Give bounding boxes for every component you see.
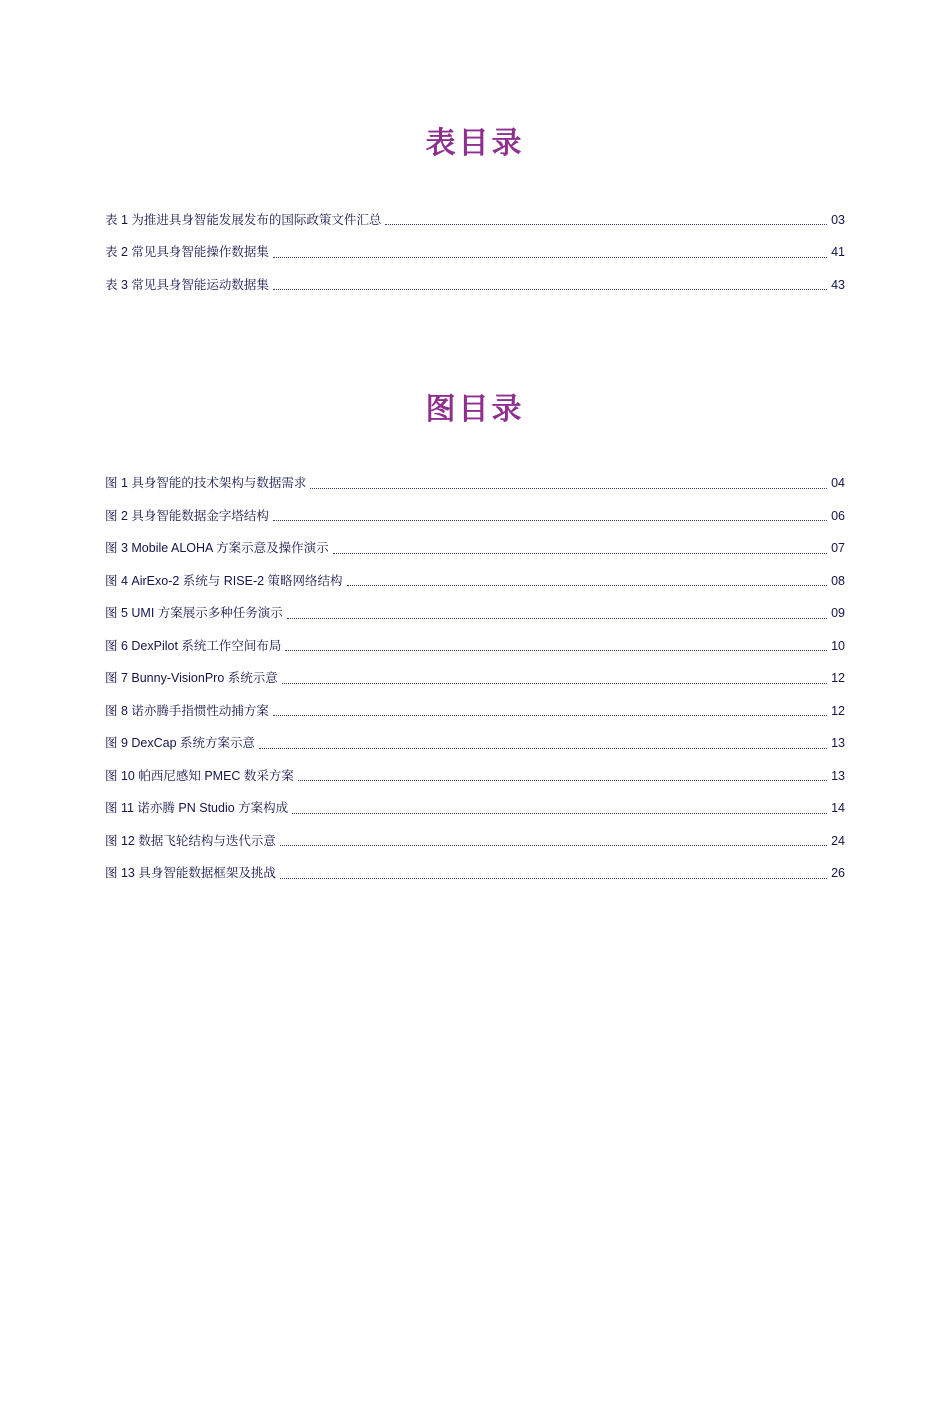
toc-leader-dots bbox=[287, 618, 827, 619]
toc-entry-page: 12 bbox=[831, 703, 845, 718]
toc-entry-page: 12 bbox=[831, 671, 845, 685]
list-item[interactable] bbox=[105, 500, 845, 533]
toc-leader-dots bbox=[273, 520, 827, 521]
toc-entry-page: 43 bbox=[831, 277, 845, 292]
figures-toc-list bbox=[105, 468, 845, 891]
toc-entry-label: 图 5 UMI 方案展示多种任务演示 bbox=[105, 606, 283, 620]
toc-leader-dots bbox=[282, 683, 827, 684]
document-page bbox=[0, 118, 950, 1408]
list-item[interactable] bbox=[105, 237, 845, 270]
list-item[interactable] bbox=[105, 598, 845, 631]
toc-entry-page: 13 bbox=[831, 736, 845, 750]
toc-entry-label: 表 1 为推进具身智能发展发布的国际政策文件汇总 bbox=[105, 212, 382, 227]
toc-entry-page: 26 bbox=[831, 866, 845, 880]
toc-entry-label: 图 1 具身智能的技术架构与数据需求 bbox=[105, 476, 307, 490]
toc-entry-label: 图 4 AirExo-2 系统与 RISE-2 策略网络结构 bbox=[105, 573, 343, 588]
toc-leader-dots bbox=[273, 257, 827, 258]
toc-leader-dots bbox=[347, 585, 828, 586]
toc-entry-page: 07 bbox=[831, 541, 845, 555]
list-item[interactable] bbox=[105, 760, 845, 793]
list-item[interactable] bbox=[105, 663, 845, 696]
toc-entry-label: 图 7 Bunny-VisionPro 系统示意 bbox=[105, 671, 278, 685]
list-item[interactable] bbox=[105, 468, 845, 501]
toc-leader-dots bbox=[273, 715, 827, 716]
toc-leader-dots bbox=[273, 289, 827, 290]
toc-leader-dots bbox=[292, 813, 827, 814]
toc-entry-page: 09 bbox=[831, 606, 845, 620]
tables-section-title: 表目录 bbox=[425, 127, 525, 160]
list-item[interactable] bbox=[105, 533, 845, 566]
toc-leader-dots bbox=[285, 650, 827, 651]
toc-entry-page: 06 bbox=[831, 508, 845, 523]
toc-entry-page: 08 bbox=[831, 573, 845, 588]
toc-leader-dots bbox=[280, 878, 827, 879]
tables-toc-list bbox=[105, 204, 845, 302]
toc-entry-page: 14 bbox=[831, 801, 845, 815]
toc-entry-page: 04 bbox=[831, 476, 845, 490]
toc-leader-dots bbox=[385, 224, 827, 225]
toc-entry-label: 图 12 数据飞轮结构与迭代示意 bbox=[105, 833, 276, 848]
list-item[interactable] bbox=[105, 630, 845, 663]
toc-entry-page: 10 bbox=[831, 638, 845, 653]
toc-leader-dots bbox=[310, 488, 827, 489]
toc-entry-page: 03 bbox=[831, 212, 845, 227]
toc-entry-page: 41 bbox=[831, 245, 845, 259]
list-item[interactable] bbox=[105, 204, 845, 237]
toc-leader-dots bbox=[298, 780, 827, 781]
toc-entry-label: 图 8 诺亦腾手指惯性动捕方案 bbox=[105, 703, 269, 718]
toc-entry-label: 图 2 具身智能数据金字塔结构 bbox=[105, 508, 269, 523]
toc-leader-dots bbox=[259, 748, 827, 749]
toc-entry-label: 图 11 诺亦腾 PN Studio 方案构成 bbox=[105, 801, 289, 815]
toc-leader-dots bbox=[280, 845, 827, 846]
toc-entry-label: 表 3 常见具身智能运动数据集 bbox=[105, 277, 269, 292]
list-item[interactable] bbox=[105, 269, 845, 302]
toc-leader-dots bbox=[333, 553, 827, 554]
list-item[interactable] bbox=[105, 858, 845, 891]
toc-entry-label: 表 2 常见具身智能操作数据集 bbox=[105, 245, 269, 259]
toc-entry-label: 图 9 DexCap 系统方案示意 bbox=[105, 736, 256, 750]
toc-entry-label: 图 13 具身智能数据框架及挑战 bbox=[105, 866, 276, 880]
list-item[interactable] bbox=[105, 695, 845, 728]
toc-entry-page: 13 bbox=[831, 768, 845, 783]
toc-entry-label: 图 10 帕西尼感知 PMEC 数采方案 bbox=[105, 768, 294, 783]
list-item[interactable] bbox=[105, 825, 845, 858]
figures-section-title: 图目录 bbox=[425, 392, 525, 426]
toc-entry-page: 24 bbox=[831, 833, 845, 848]
list-item[interactable] bbox=[105, 565, 845, 598]
toc-entry-label: 图 3 Mobile ALOHA 方案示意及操作演示 bbox=[105, 541, 329, 555]
list-item[interactable] bbox=[105, 793, 845, 826]
list-item[interactable] bbox=[105, 728, 845, 761]
toc-entry-label: 图 6 DexPilot 系统工作空间布局 bbox=[105, 638, 282, 653]
